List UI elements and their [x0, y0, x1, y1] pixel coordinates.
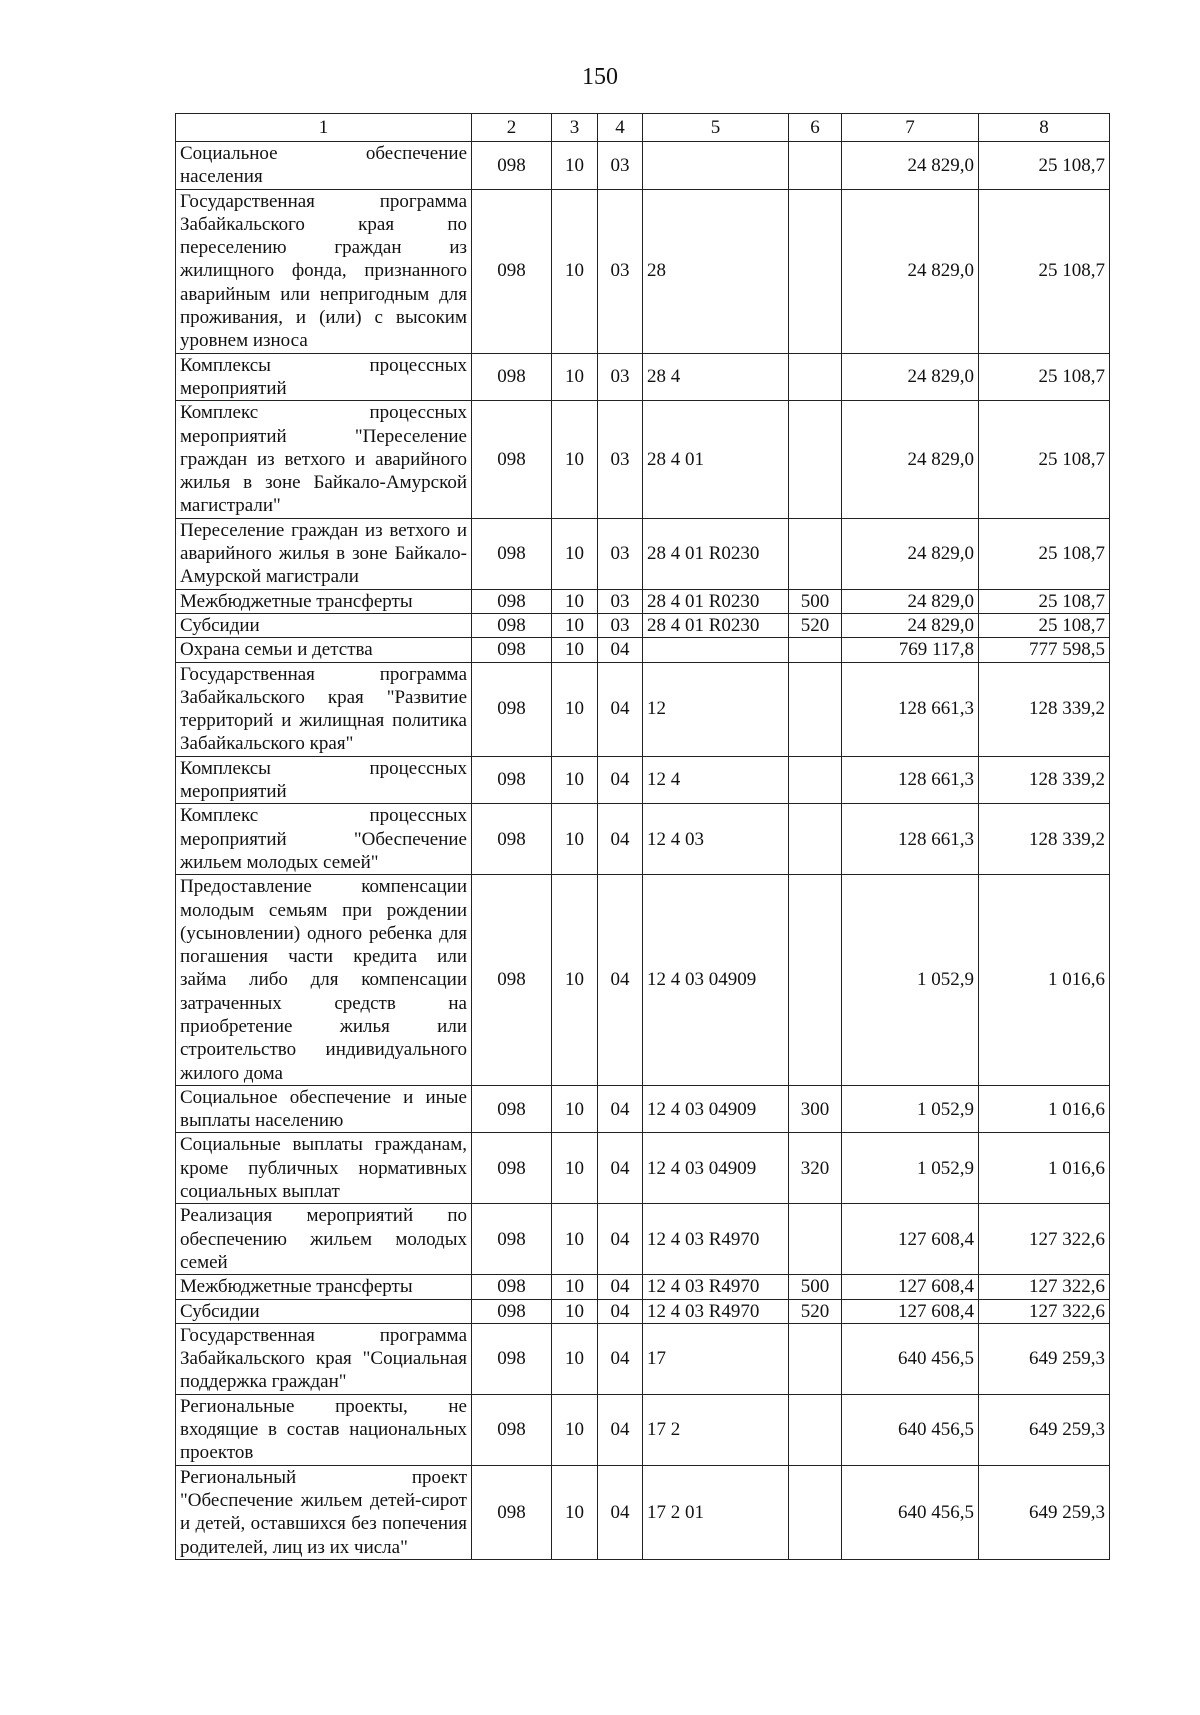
amount-year-2: 777 598,5	[979, 638, 1110, 662]
ministry-code: 098	[472, 662, 552, 756]
amount-year-1: 769 117,8	[842, 638, 979, 662]
amount-year-2: 127 322,6	[979, 1275, 1110, 1299]
ministry-code: 098	[472, 1204, 552, 1275]
subsection-code: 04	[598, 804, 643, 875]
amount-year-1: 24 829,0	[842, 589, 979, 613]
subsection-code: 04	[598, 1085, 643, 1133]
section-code: 10	[552, 353, 598, 401]
expense-type-code	[789, 189, 842, 353]
target-article-code: 12 4 03 R4970	[643, 1299, 789, 1323]
section-code: 10	[552, 189, 598, 353]
amount-year-2: 128 339,2	[979, 756, 1110, 804]
section-code: 10	[552, 1323, 598, 1394]
expense-type-code	[789, 1204, 842, 1275]
amount-year-1: 640 456,5	[842, 1323, 979, 1394]
table-row	[176, 1323, 1110, 1394]
target-article-code	[643, 142, 789, 190]
amount-year-1: 1 052,9	[842, 875, 979, 1086]
subsection-code: 03	[598, 189, 643, 353]
column-header: 3	[552, 114, 598, 142]
item-name: Реализация мероприятий по обеспечению жильем молодых семей	[176, 1204, 472, 1275]
ministry-code: 098	[472, 1299, 552, 1323]
expense-type-code	[789, 804, 842, 875]
expense-type-code	[789, 638, 842, 662]
amount-year-1: 24 829,0	[842, 142, 979, 190]
target-article-code: 28 4 01 R0230	[643, 589, 789, 613]
subsection-code: 04	[598, 638, 643, 662]
subsection-code: 03	[598, 613, 643, 637]
amount-year-2: 127 322,6	[979, 1299, 1110, 1323]
item-name: Комплекс процессных мероприятий "Переселение граждан из ветхого и аварийного жилья в зоне Байкало-Амурской магистрали"	[176, 401, 472, 518]
section-code: 10	[552, 401, 598, 518]
target-article-code: 12 4 03 04909	[643, 875, 789, 1086]
column-header: 7	[842, 114, 979, 142]
table-row	[176, 804, 1110, 875]
expense-type-code	[789, 142, 842, 190]
subsection-code: 04	[598, 875, 643, 1086]
amount-year-2: 25 108,7	[979, 401, 1110, 518]
target-article-code: 12 4 03 04909	[643, 1085, 789, 1133]
table-row	[176, 589, 1110, 613]
subsection-code: 04	[598, 1394, 643, 1465]
amount-year-2: 649 259,3	[979, 1323, 1110, 1394]
subsection-code: 03	[598, 353, 643, 401]
target-article-code: 28 4	[643, 353, 789, 401]
ministry-code: 098	[472, 1465, 552, 1559]
table-row	[176, 875, 1110, 1086]
target-article-code: 12	[643, 662, 789, 756]
section-code: 10	[552, 1204, 598, 1275]
table-row	[176, 613, 1110, 637]
section-code: 10	[552, 638, 598, 662]
target-article-code: 12 4 03 04909	[643, 1133, 789, 1204]
target-article-code: 28 4 01 R0230	[643, 518, 789, 589]
expense-type-code	[789, 1394, 842, 1465]
ministry-code: 098	[472, 1133, 552, 1204]
expense-type-code: 300	[789, 1085, 842, 1133]
column-header: 5	[643, 114, 789, 142]
item-name: Государственная программа Забайкальского края по переселению граждан из жилищного фонда, признанного аварийным или непригодным для проживания, и (или) с высоким уровнем износа	[176, 189, 472, 353]
item-name: Комплексы процессных мероприятий	[176, 353, 472, 401]
amount-year-2: 128 339,2	[979, 662, 1110, 756]
item-name: Комплекс процессных мероприятий "Обеспечение жильем молодых семей"	[176, 804, 472, 875]
expense-type-code	[789, 756, 842, 804]
amount-year-1: 1 052,9	[842, 1085, 979, 1133]
subsection-code: 04	[598, 1204, 643, 1275]
amount-year-1: 24 829,0	[842, 353, 979, 401]
item-name: Региональный проект "Обеспечение жильем детей-сирот и детей, оставшихся без попечения родителей, лиц из их числа"	[176, 1465, 472, 1559]
item-name: Предоставление компенсации молодым семьям при рождении (усыновлении) одного ребенка для погашения части кредита или займа либо для компенсации затраченных средств на приобретение жилья или строительство индивидуального жилого дома	[176, 875, 472, 1086]
section-code: 10	[552, 1394, 598, 1465]
table-row	[176, 353, 1110, 401]
amount-year-2: 127 322,6	[979, 1204, 1110, 1275]
ministry-code: 098	[472, 1085, 552, 1133]
target-article-code: 17 2	[643, 1394, 789, 1465]
subsection-code: 04	[598, 1133, 643, 1204]
item-name: Межбюджетные трансферты	[176, 1275, 472, 1299]
item-name: Социальные выплаты гражданам, кроме публичных нормативных социальных выплат	[176, 1133, 472, 1204]
table-row	[176, 1204, 1110, 1275]
table-row	[176, 518, 1110, 589]
item-name: Комплексы процессных мероприятий	[176, 756, 472, 804]
section-code: 10	[552, 613, 598, 637]
table-row	[176, 142, 1110, 190]
amount-year-1: 128 661,3	[842, 804, 979, 875]
ministry-code: 098	[472, 804, 552, 875]
target-article-code: 17 2 01	[643, 1465, 789, 1559]
table-row	[176, 1394, 1110, 1465]
ministry-code: 098	[472, 1394, 552, 1465]
expense-type-code	[789, 1323, 842, 1394]
ministry-code: 098	[472, 401, 552, 518]
amount-year-2: 25 108,7	[979, 518, 1110, 589]
ministry-code: 098	[472, 613, 552, 637]
amount-year-2: 649 259,3	[979, 1394, 1110, 1465]
subsection-code: 03	[598, 518, 643, 589]
amount-year-1: 128 661,3	[842, 756, 979, 804]
expense-type-code	[789, 401, 842, 518]
section-code: 10	[552, 756, 598, 804]
amount-year-1: 640 456,5	[842, 1394, 979, 1465]
expense-type-code	[789, 662, 842, 756]
table-row	[176, 1299, 1110, 1323]
target-article-code	[643, 638, 789, 662]
table-row	[176, 189, 1110, 353]
ministry-code: 098	[472, 638, 552, 662]
expense-type-code: 500	[789, 589, 842, 613]
amount-year-1: 127 608,4	[842, 1275, 979, 1299]
amount-year-1: 1 052,9	[842, 1133, 979, 1204]
section-code: 10	[552, 1465, 598, 1559]
target-article-code: 12 4	[643, 756, 789, 804]
amount-year-2: 25 108,7	[979, 189, 1110, 353]
ministry-code: 098	[472, 142, 552, 190]
amount-year-2: 25 108,7	[979, 613, 1110, 637]
ministry-code: 098	[472, 189, 552, 353]
ministry-code: 098	[472, 875, 552, 1086]
subsection-code: 04	[598, 662, 643, 756]
table-row	[176, 638, 1110, 662]
section-code: 10	[552, 1133, 598, 1204]
amount-year-1: 24 829,0	[842, 613, 979, 637]
ministry-code: 098	[472, 589, 552, 613]
item-name: Охрана семьи и детства	[176, 638, 472, 662]
section-code: 10	[552, 518, 598, 589]
page-number: 150	[582, 64, 618, 90]
target-article-code: 28 4 01 R0230	[643, 613, 789, 637]
section-code: 10	[552, 1085, 598, 1133]
table-row	[176, 1085, 1110, 1133]
table-row	[176, 1465, 1110, 1559]
target-article-code: 12 4 03 R4970	[643, 1275, 789, 1299]
table-row	[176, 1133, 1110, 1204]
amount-year-2: 1 016,6	[979, 1085, 1110, 1133]
budget-table	[175, 113, 1110, 1560]
expense-type-code	[789, 1465, 842, 1559]
subsection-code: 03	[598, 589, 643, 613]
expense-type-code: 500	[789, 1275, 842, 1299]
amount-year-1: 127 608,4	[842, 1204, 979, 1275]
section-code: 10	[552, 142, 598, 190]
amount-year-2: 1 016,6	[979, 875, 1110, 1086]
subsection-code: 03	[598, 142, 643, 190]
item-name: Государственная программа Забайкальского края "Социальная поддержка граждан"	[176, 1323, 472, 1394]
subsection-code: 04	[598, 1299, 643, 1323]
target-article-code: 28 4 01	[643, 401, 789, 518]
target-article-code: 12 4 03 R4970	[643, 1204, 789, 1275]
expense-type-code: 520	[789, 1299, 842, 1323]
amount-year-2: 25 108,7	[979, 353, 1110, 401]
column-header: 4	[598, 114, 643, 142]
table-row	[176, 756, 1110, 804]
ministry-code: 098	[472, 353, 552, 401]
amount-year-2: 25 108,7	[979, 589, 1110, 613]
item-name: Социальное обеспечение и иные выплаты населению	[176, 1085, 472, 1133]
section-code: 10	[552, 875, 598, 1086]
amount-year-2: 128 339,2	[979, 804, 1110, 875]
amount-year-1: 24 829,0	[842, 189, 979, 353]
item-name: Социальное обеспечение населения	[176, 142, 472, 190]
table-header-row	[176, 114, 1110, 142]
ministry-code: 098	[472, 1275, 552, 1299]
target-article-code: 12 4 03	[643, 804, 789, 875]
expense-type-code	[789, 875, 842, 1086]
column-header: 1	[176, 114, 472, 142]
item-name: Субсидии	[176, 1299, 472, 1323]
amount-year-1: 640 456,5	[842, 1465, 979, 1559]
item-name: Государственная программа Забайкальского края "Развитие территорий и жилищная политика Забайкальского края"	[176, 662, 472, 756]
subsection-code: 04	[598, 756, 643, 804]
item-name: Субсидии	[176, 613, 472, 637]
expense-type-code	[789, 518, 842, 589]
expense-type-code: 320	[789, 1133, 842, 1204]
item-name: Региональные проекты, не входящие в состав национальных проектов	[176, 1394, 472, 1465]
table-row	[176, 662, 1110, 756]
amount-year-2: 1 016,6	[979, 1133, 1110, 1204]
table-row	[176, 401, 1110, 518]
amount-year-2: 649 259,3	[979, 1465, 1110, 1559]
item-name: Межбюджетные трансферты	[176, 589, 472, 613]
subsection-code: 04	[598, 1323, 643, 1394]
section-code: 10	[552, 1299, 598, 1323]
amount-year-1: 127 608,4	[842, 1299, 979, 1323]
subsection-code: 04	[598, 1465, 643, 1559]
section-code: 10	[552, 804, 598, 875]
section-code: 10	[552, 662, 598, 756]
expense-type-code	[789, 353, 842, 401]
column-header: 8	[979, 114, 1110, 142]
table-body	[176, 142, 1110, 1560]
amount-year-1: 128 661,3	[842, 662, 979, 756]
item-name: Переселение граждан из ветхого и аварийного жилья в зоне Байкало-Амурской магистрали	[176, 518, 472, 589]
section-code: 10	[552, 589, 598, 613]
ministry-code: 098	[472, 756, 552, 804]
target-article-code: 17	[643, 1323, 789, 1394]
section-code: 10	[552, 1275, 598, 1299]
ministry-code: 098	[472, 518, 552, 589]
target-article-code: 28	[643, 189, 789, 353]
expense-type-code: 520	[789, 613, 842, 637]
subsection-code: 04	[598, 1275, 643, 1299]
column-header: 2	[472, 114, 552, 142]
ministry-code: 098	[472, 1323, 552, 1394]
amount-year-1: 24 829,0	[842, 518, 979, 589]
amount-year-1: 24 829,0	[842, 401, 979, 518]
column-header: 6	[789, 114, 842, 142]
subsection-code: 03	[598, 401, 643, 518]
amount-year-2: 25 108,7	[979, 142, 1110, 190]
table-row	[176, 1275, 1110, 1299]
